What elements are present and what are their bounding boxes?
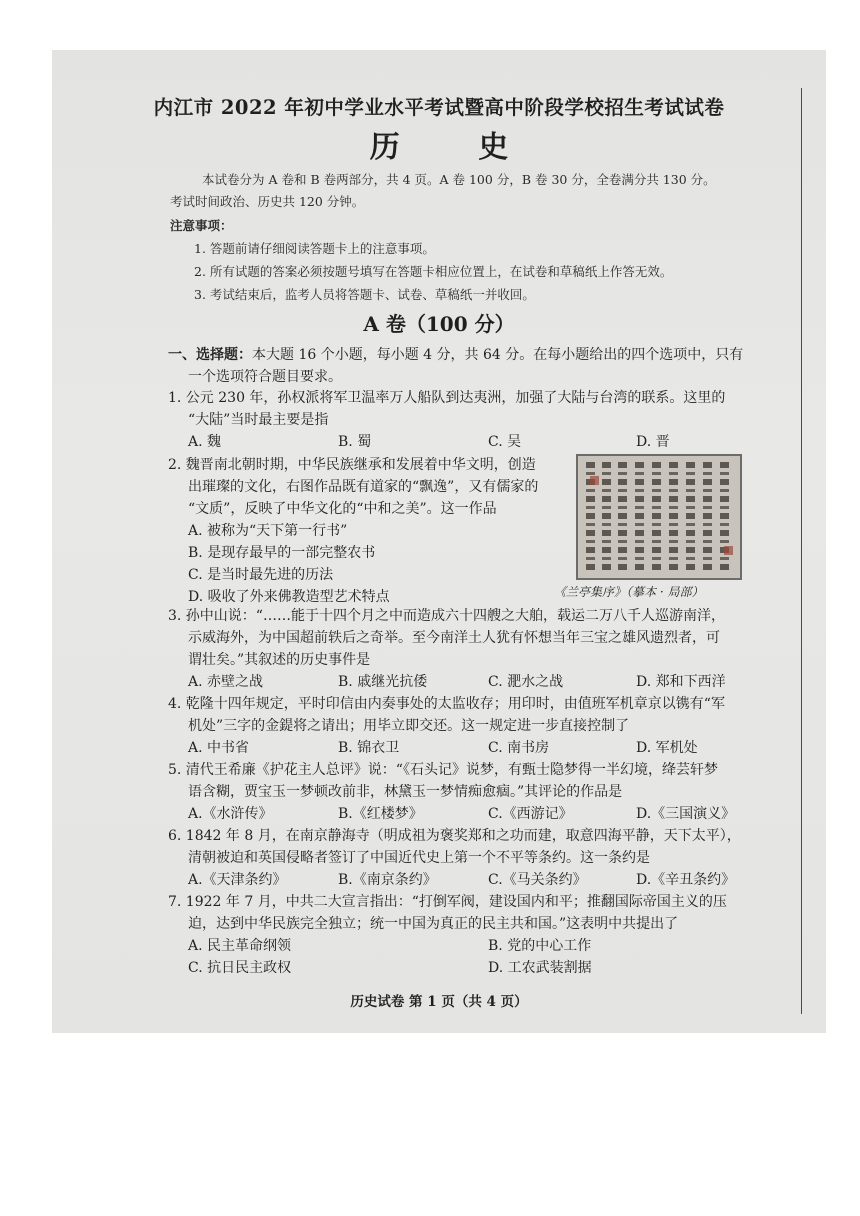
question-4-option-b: B. 锦衣卫 bbox=[338, 740, 400, 756]
calligraphy-image bbox=[576, 454, 742, 580]
question-4-option-d: D. 军机处 bbox=[636, 740, 698, 756]
question-6-option-b: B.《南京条约》 bbox=[338, 872, 437, 888]
question-5-line: 5. 清代王希廉《护花主人总评》说：“《石头记》说梦，有甄士隐梦得一半幻境，绛芸轩梦 bbox=[168, 762, 718, 778]
page-footer: 历史试卷 第 1 页（共 4 页） bbox=[350, 994, 528, 1010]
question-2-option-d: D. 吸收了外来佛教造型艺术特点 bbox=[188, 589, 390, 605]
section-instruction bbox=[168, 344, 743, 364]
question-3-line: 示威海外，为中国超前轶后之奇举。至今南洋土人犹有怀想当年三宝之雄风遗烈者，可 bbox=[188, 630, 720, 646]
question-7-line: 迫，达到中华民族完全独立；统一中国为真正的民主共和国。”这表明中共提出了 bbox=[188, 916, 679, 932]
question-6-option-a: A.《天津条约》 bbox=[188, 872, 287, 888]
question-1-line: “大陆”当时最主要是指 bbox=[188, 412, 329, 428]
question-1-line: 1. 公元 230 年，孙权派将军卫温率万人船队到达夷洲，加强了大陆与台湾的联系。这里的 bbox=[168, 390, 726, 406]
intro-line-2: 考试时间政治、历史共 120 分钟。 bbox=[170, 194, 365, 209]
calligraphy-column bbox=[669, 462, 678, 570]
question-3-option-d: D. 郑和下西洋 bbox=[636, 674, 726, 690]
question-4-option-a: A. 中书省 bbox=[188, 740, 250, 756]
question-2-line: 2. 魏晋南北朝时期，中华民族继承和发展着中华文明，创造 bbox=[168, 457, 536, 473]
question-2-option-c: C. 是当时最先进的历法 bbox=[188, 567, 334, 583]
question-3-line: 3. 孙中山说：“……能于十四个月之中而造成六十四艘之大舶，载运二万八千人巡游南洋， bbox=[168, 608, 725, 624]
note-item: 1. 答题前请仔细阅读答题卡上的注意事项。 bbox=[194, 241, 435, 256]
question-7-option-d: D. 工农武装割据 bbox=[488, 960, 592, 976]
question-2-option-b: B. 是现存最早的一部完整农书 bbox=[188, 545, 376, 561]
question-1-option-d: D. 晋 bbox=[636, 434, 670, 450]
question-4-option-c: C. 南书房 bbox=[488, 740, 550, 756]
question-1-option-b: B. 蜀 bbox=[338, 434, 372, 450]
question-6-line: 6. 1842 年 8 月，在南京静海寺（明成祖为褒奖郑和之功而建，取意四海平静，天下太平）， bbox=[168, 828, 741, 844]
question-6-option-d: D.《辛丑条约》 bbox=[636, 872, 736, 888]
question-3-option-c: C. 淝水之战 bbox=[488, 674, 564, 690]
question-5-option-a: A.《水浒传》 bbox=[188, 806, 273, 822]
exam-title: 内江市 2022 年初中学业水平考试暨高中阶段学校招生考试试卷 bbox=[153, 96, 725, 119]
exam-page bbox=[52, 50, 826, 1033]
section-instruction-line2: 一个选项符合题目要求。 bbox=[188, 369, 342, 385]
calligraphy-column bbox=[618, 462, 627, 570]
question-2-line: “文质”，反映了中华文化的“中和之美”。这一作品 bbox=[188, 501, 497, 517]
question-7-line: 7. 1922 年 7 月，中共二大宣言指出：“打倒军阀，建设国内和平；推翻国际帝国主义的压 bbox=[168, 894, 727, 910]
question-4-line: 4. 乾隆十四年规定，平时印信由内奏事处的太监收存；用印时，由值班军机章京以镌有“军 bbox=[168, 696, 725, 712]
seal-mark bbox=[590, 476, 599, 485]
exam-photo bbox=[52, 50, 826, 1033]
question-3-line: 谓壮矣。”其叙述的历史事件是 bbox=[188, 652, 371, 668]
question-4-line: 机处”三字的金鍉将之请出；用毕立即交还。这一规定进一步直接控制了 bbox=[188, 718, 630, 734]
calligraphy-column bbox=[652, 462, 661, 570]
question-2-line: 出璀璨的文化，右图作品既有道家的“飘逸”，又有儒家的 bbox=[188, 479, 539, 495]
question-6-option-c: C.《马关条约》 bbox=[488, 872, 587, 888]
section-instruction-text: 本大题 16 个小题，每小题 4 分，共 64 分。在每小题给出的四个选项中，只有 bbox=[252, 347, 744, 363]
notes-heading: 注意事项： bbox=[170, 218, 233, 233]
calligraphy-column bbox=[635, 462, 644, 570]
question-5-option-d: D.《三国演义》 bbox=[636, 806, 736, 822]
question-6-line: 清朝被迫和英国侵略者签订了中国近代史上第一个不平等条约。这一条约是 bbox=[188, 850, 650, 866]
question-5-option-b: B.《红楼梦》 bbox=[338, 806, 423, 822]
note-item: 3. 考试结束后，监考人员将答题卡、试卷、草稿纸一并收回。 bbox=[194, 287, 535, 302]
question-2-option-a: A. 被称为“天下第一行书” bbox=[188, 523, 348, 539]
question-5-option-c: C.《西游记》 bbox=[488, 806, 573, 822]
subject-title: 历 史 bbox=[369, 130, 543, 165]
question-3-option-a: A. 赤壁之战 bbox=[188, 674, 264, 690]
calligraphy-column bbox=[686, 462, 695, 570]
note-item: 2. 所有试题的答案必须按题号填写在答题卡相应位置上，在试卷和草稿纸上作答无效。 bbox=[194, 264, 673, 279]
question-1-option-c: C. 吴 bbox=[488, 434, 522, 450]
section-instruction-head: 一、选择题： bbox=[168, 347, 252, 363]
seal-mark bbox=[724, 546, 733, 555]
question-7-option-c: C. 抗日民主政权 bbox=[188, 960, 292, 976]
question-3-option-b: B. 戚继光抗倭 bbox=[338, 674, 428, 690]
question-5-line: 语含糊，贾宝玉一梦顿改前非，林黛玉一梦情痴愈痼。”其评论的作品是 bbox=[188, 784, 623, 800]
question-1-option-a: A. 魏 bbox=[188, 434, 222, 450]
section-a-title: A 卷（100 分） bbox=[363, 312, 515, 336]
question-7-option-a: A. 民主革命纲领 bbox=[188, 938, 292, 954]
calligraphy-column bbox=[602, 462, 611, 570]
intro-line-1: 本试卷分为 A 卷和 B 卷两部分，共 4 页。A 卷 100 分，B 卷 30 分，全卷满分共 130 分。 bbox=[202, 172, 716, 187]
figure-caption: 《兰亭集序》（摹本 · 局部） bbox=[554, 585, 704, 599]
question-7-option-b: B. 党的中心工作 bbox=[488, 938, 592, 954]
calligraphy-column bbox=[703, 462, 712, 570]
